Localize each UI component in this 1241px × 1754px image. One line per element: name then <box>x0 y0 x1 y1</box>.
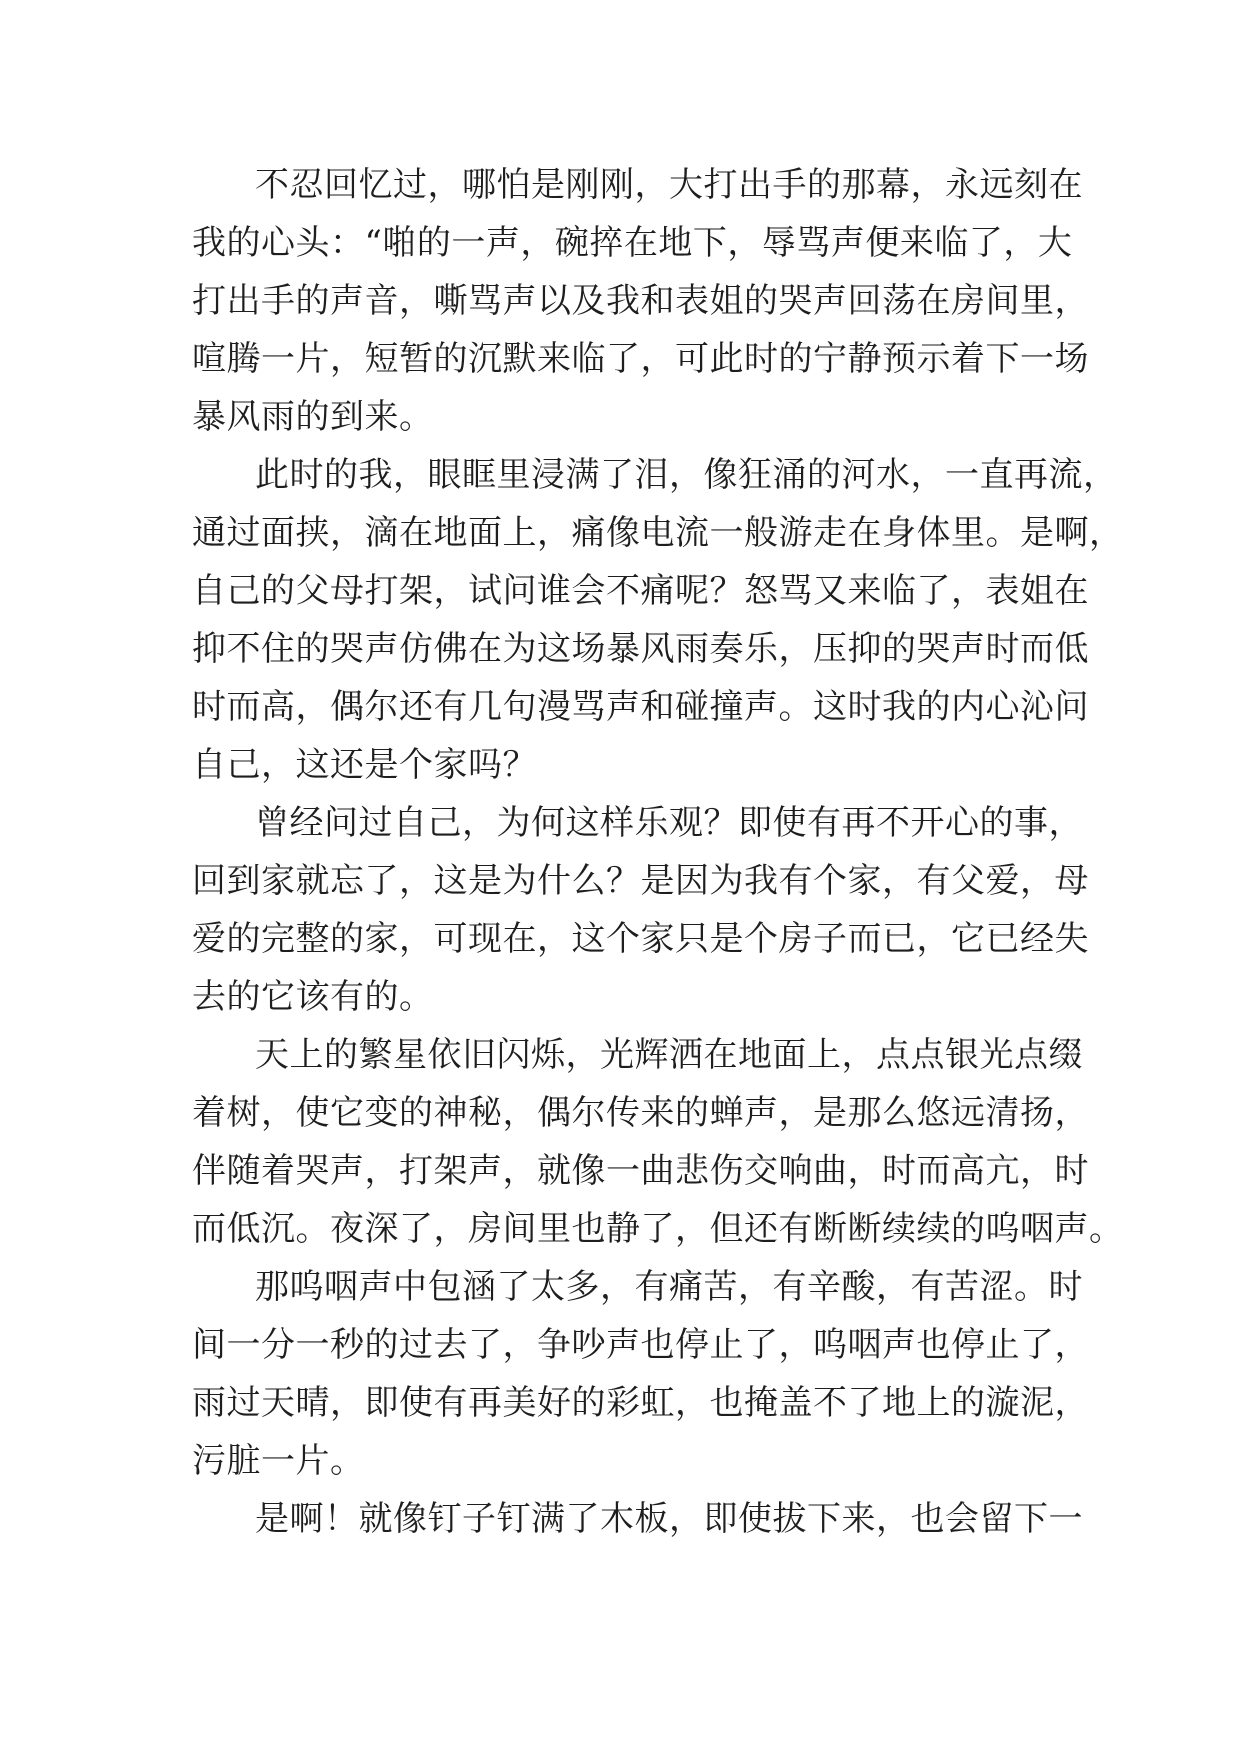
text-line: 间一分一秒的过去了，争吵声也停止了，呜咽声也停止了， <box>192 1325 1089 1365</box>
text-line: 而低沉。夜深了，房间里也静了，但还有断断续续的呜咽声。 <box>192 1209 1124 1249</box>
text-line: 通过面挟，滴在地面上，痛像电流一般游走在身体里。是啊， <box>192 513 1124 553</box>
text-line: 去的它该有的。 <box>192 977 434 1017</box>
text-line: 打出手的声音，嘶骂声以及我和表姐的哭声回荡在房间里， <box>192 281 1089 321</box>
text-line: 是啊！就像钉子钉满了木板，即使拔下来，也会留下一 <box>255 1499 1083 1539</box>
text-line: 着树，使它变的神秘，偶尔传来的蝉声，是那么悠远清扬， <box>192 1093 1089 1133</box>
text-line: 我的心头：“啪的一声，碗捽在地下，辱骂声便来临了，大 <box>192 223 1073 263</box>
text-line: 那呜咽声中包涵了太多，有痛苦，有辛酸，有苦涩。时 <box>255 1267 1083 1307</box>
text-line: 天上的繁星依旧闪烁，光辉洒在地面上，点点银光点缀 <box>255 1035 1083 1075</box>
text-line: 曾经问过自己，为何这样乐观？即使有再不开心的事， <box>255 803 1083 843</box>
text-line: 自己的父母打架，试问谁会不痛呢？怒骂又来临了，表姐在 <box>192 571 1089 611</box>
text-line: 此时的我，眼眶里浸满了泪，像狂涌的河水，一直再流， <box>255 455 1118 495</box>
text-line: 伴随着哭声，打架声，就像一曲悲伤交响曲，时而高亢，时 <box>192 1151 1089 1191</box>
text-line: 回到家就忘了，这是为什么？是因为我有个家，有父爱，母 <box>192 861 1089 901</box>
text-line: 爱的完整的家，可现在，这个家只是个房子而已，它已经失 <box>192 919 1089 959</box>
text-line: 暴风雨的到来。 <box>192 397 434 437</box>
text-line: 自己，这还是个家吗？ <box>192 745 537 785</box>
text-line: 雨过天晴，即使有再美好的彩虹，也掩盖不了地上的漩泥， <box>192 1383 1089 1423</box>
text-line: 喧腾一片，短暂的沉默来临了，可此时的宁静预示着下一场 <box>192 339 1089 379</box>
text-line: 抑不住的哭声仿佛在为这场暴风雨奏乐，压抑的哭声时而低 <box>192 629 1089 669</box>
text-line: 污脏一片。 <box>192 1441 365 1481</box>
text-line: 时而高，偶尔还有几句漫骂声和碰撞声。这时我的内心沁问 <box>192 687 1089 727</box>
text-line: 不忍回忆过，哪怕是刚刚，大打出手的那幕，永远刻在 <box>255 165 1083 205</box>
